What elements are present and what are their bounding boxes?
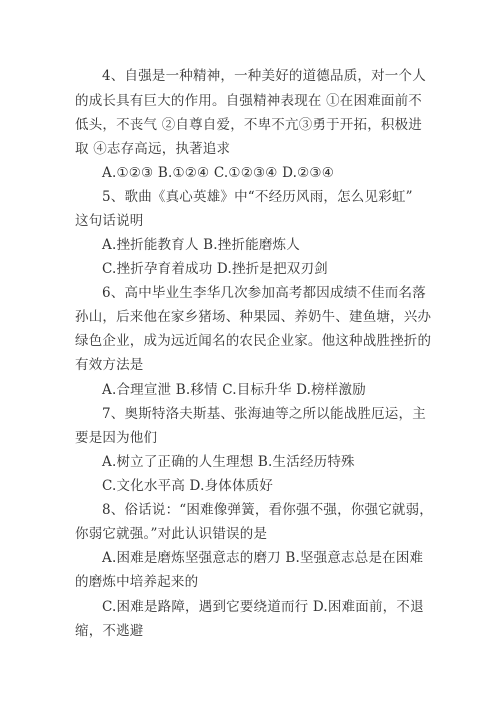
q8-option-ab-1: A.困难是磨炼坚强意志的磨刀 B.坚强意志总是在困难	[102, 550, 424, 566]
q8-option-cd-2: 缩，不逃避	[75, 623, 144, 639]
q5-options-cd: C.挫折孕育着成功 D.挫折是把双刃剑	[102, 261, 328, 277]
q6-options: A.合理宣泄 B.移情 C.目标升华 D.榜样激励	[102, 382, 366, 398]
q8-option-ab-2: 的磨炼中培养起来的	[75, 574, 199, 590]
q6-stem-line-3: 绿色企业，成为远近闻名的农民企业家。他这种战胜挫折的	[75, 333, 432, 349]
q4-options: A.①②③ B.①②④ C.①②③④ D.②③④	[102, 165, 335, 181]
q4-stem-line-2: 的成长具有巨大的作用。自强精神表现在 ①在困难面前不	[75, 93, 422, 109]
q7-options-ab: A.树立了正确的人生理想 B.生活经历特殊	[102, 454, 355, 470]
q7-stem-line-2: 要是因为他们	[75, 430, 158, 446]
q5-options-ab: A.挫折能教育人 B.挫折能磨炼人	[102, 237, 300, 253]
q8-stem-line-2: 你弱它就强。”对此认识错误的是	[75, 526, 268, 542]
q5-stem-line-2: 这句话说明	[75, 213, 144, 229]
q6-stem-line-4: 有效方法是	[75, 357, 144, 373]
q7-stem-line-1: 7、奥斯特洛夫斯基、张海迪等之所以能战胜厄运，主	[102, 406, 426, 422]
q4-stem-line-4: 取 ④志存高远，执著追求	[75, 141, 231, 157]
q6-stem-line-2: 孙山，后来他在家乡猪场、种果园、养奶牛、建鱼塘，兴办	[75, 309, 432, 325]
q8-option-cd-1: C.困难是路障，遇到它要绕道而行 D.困难面前，不退	[102, 599, 424, 615]
q5-stem-line-1: 5、歌曲《真心英雄》中“不经历风雨，怎么见彩虹”	[102, 189, 413, 205]
q8-stem-line-1: 8、俗话说：“困难像弹簧，看你强不强，你强它就弱，	[102, 502, 433, 518]
q4-stem-line-3: 低头，不丧气 ②自尊自爱，不卑不亢③勇于开拓，积极进	[75, 117, 422, 133]
q4-stem-line-1: 4、自强是一种精神，一种美好的道德品质，对一个人	[102, 68, 426, 84]
q6-stem-line-1: 6、高中毕业生李华几次参加高考都因成绩不佳而名落	[102, 285, 426, 301]
q7-options-cd: C.文化水平高 D.身体体质好	[102, 478, 274, 494]
